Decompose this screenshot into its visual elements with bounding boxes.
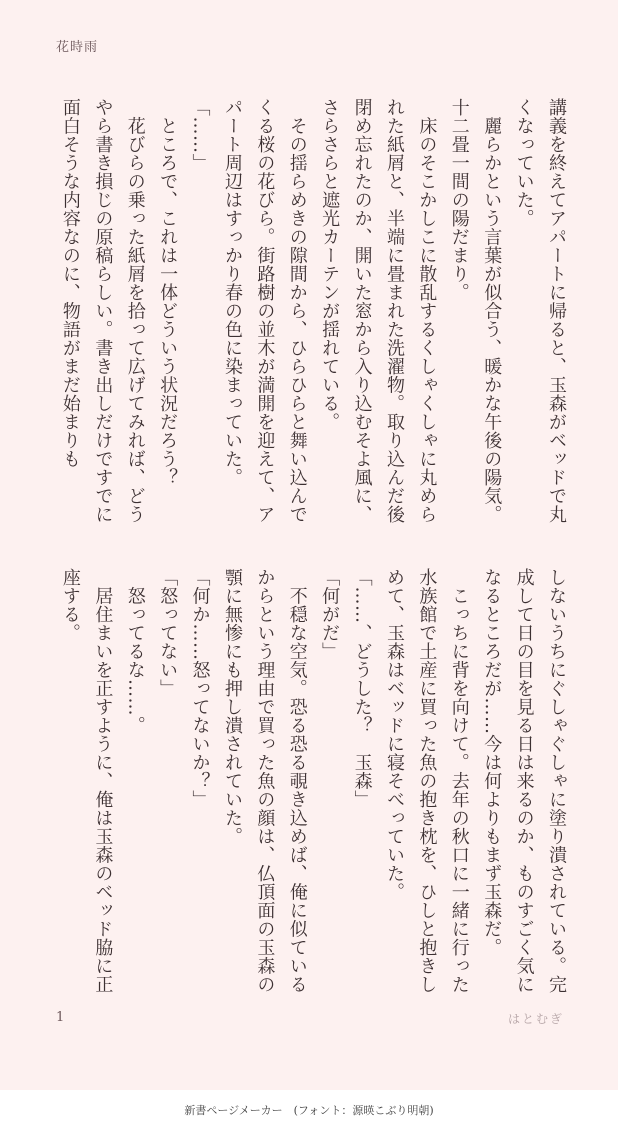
paragraph: 「……、どうした？ 玉森」 [351,568,373,809]
paragraph: こっちに背を向けて。去年の秋口に一緒に行った水族館で土産に買った魚の抱き枕を、ひしと抱きしめて、玉森はベッドに寝そべっていた。 [383,568,470,994]
paragraph: しないうちにぐしゃぐしゃに塗り潰されている。完成して日の目を見る日は来るのか、ものすごく気になるところだが……今は何よりもまず玉森だ。 [481,568,567,994]
paragraph: ところで、これは一体どういう状況だろう？ [157,98,179,487]
paragraph: 講義を終えてアパートに帰ると、玉森がベッドで丸くなっていた。 [513,98,567,524]
text-block-bottom [46,568,572,1002]
paragraph: 「何がだ」 [319,568,341,661]
paragraph: 花びらの乗った紙屑を拾って広げてみれば、どうやら書き損じの原稿らしい。書き出しだけですでに面白そうな内容なのに、物語がまだ始まりも [59,98,146,524]
paragraph: 「……」 [189,98,211,172]
page-number: 1 [56,1010,65,1025]
paragraph: 怒ってるな……。 [124,568,146,735]
paragraph: 「怒ってない」 [157,568,179,698]
paragraph: その揺らめきの隙間から、ひらひらと舞い込んでくる桜の花びら。街路樹の並木が満開を迎えて、アパート周辺はすっかり春の色に染まっていた。 [221,98,308,524]
paragraph: 麗らかという言葉が似合う、暖かな午後の陽気。十二畳一間の陽だまり。 [448,98,503,524]
generator-credit: 新書ページメーカー (フォント：源暎こぶり明朝) [0,1090,618,1132]
author-name: はとむぎ [507,1012,564,1026]
paragraph: 床のそこかしこに散乱するくしゃくしゃに丸められた紙屑と、半端に畳まれた洗濯物。取り込んだ後閉め忘れたのか、開いた窓から入り込むそよ風に、さらさらと遮光カーテンが揺れている。 [319,98,438,524]
text-block-top [46,98,572,532]
paragraph: 「何か……怒ってないか？」 [189,568,211,809]
paragraph: 不穏な空気。恐る恐る覗き込めば、俺に似ているからという理由で買った魚の顔は、仏頂面の玉森の顎に無惨にも押し潰されていた。 [221,568,308,994]
book-title: 花時雨 [56,40,99,55]
paragraph: 居住まいを正すように、俺は玉森のベッド脇に正座する。 [59,568,114,994]
